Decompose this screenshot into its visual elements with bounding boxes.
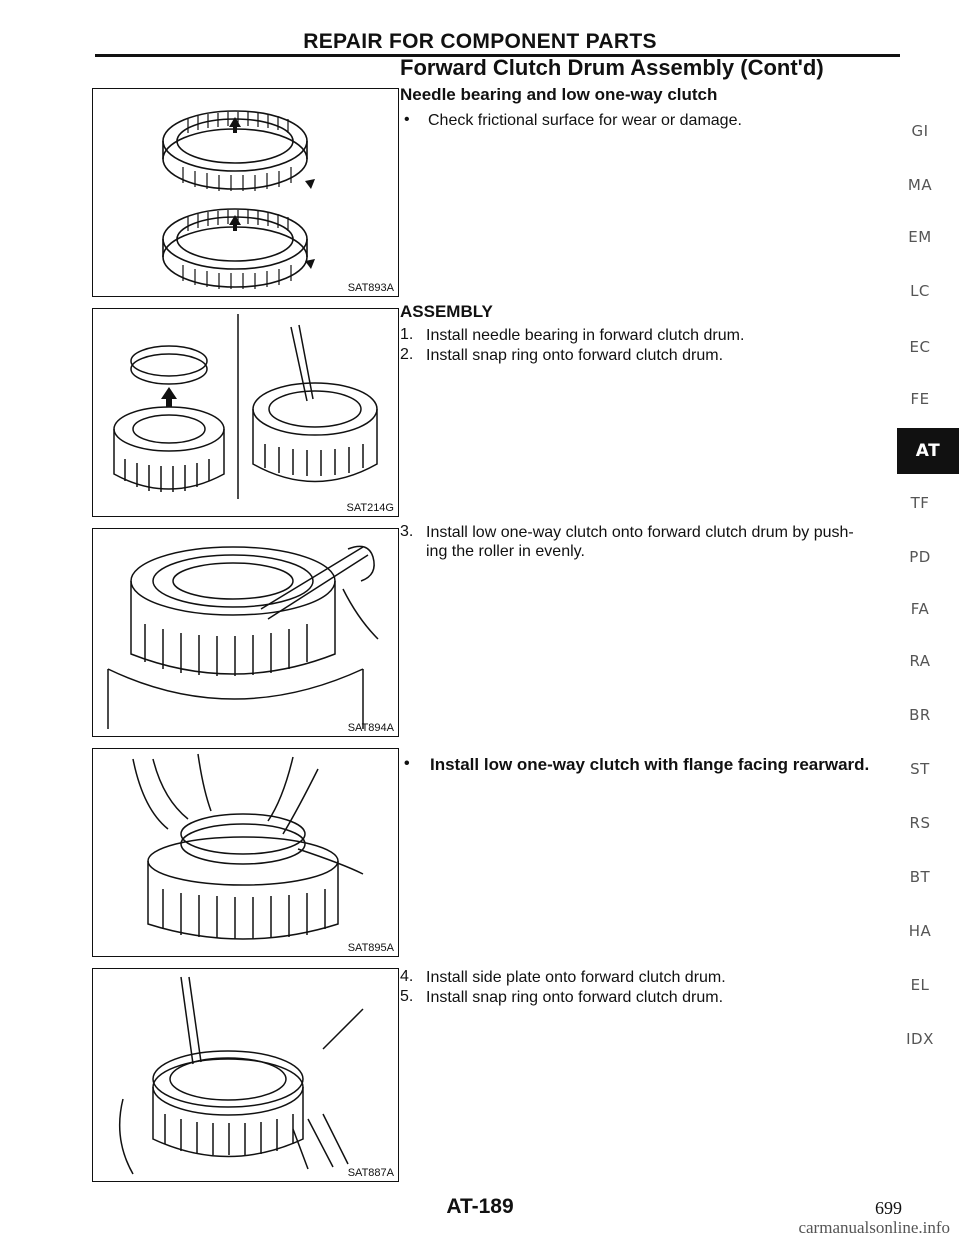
step-2-text: Install snap ring onto forward clutch drum. (426, 347, 724, 364)
watermark-text: carmanualsonline.info (798, 1218, 950, 1237)
step-5-text: Install snap ring onto forward clutch drum. (426, 989, 724, 1006)
figure-code: SAT893A (347, 282, 394, 294)
figure-code: SAT214G (346, 502, 394, 514)
figure-code: SAT895A (347, 942, 394, 954)
figure-code: SAT894A (347, 722, 394, 734)
figure-sat893a (92, 88, 399, 297)
assembly-heading: ASSEMBLY (400, 302, 493, 321)
index-tab-idx[interactable]: IDX (906, 1030, 934, 1048)
figure-sat214g (92, 308, 399, 517)
index-tab-st[interactable]: ST (910, 760, 930, 778)
step-number: 3. (400, 523, 414, 540)
one-way-clutch-install-illustration (93, 529, 398, 736)
index-tab-fe[interactable]: FE (910, 390, 930, 408)
figure-code: SAT887A (347, 1167, 394, 1179)
step-1-text: Install needle bearing in forward clutch drum. (426, 327, 745, 344)
figure-sat894a (92, 528, 399, 737)
index-tab-br[interactable]: BR (909, 706, 931, 724)
step-3-text-line1: Install low one-way clutch onto forward clutch drum by push- (426, 524, 854, 541)
step-number: 4. (400, 968, 414, 985)
index-tab-el[interactable]: EL (910, 976, 930, 994)
index-tab-ma[interactable]: MA (907, 176, 933, 194)
bullet-marker: • (404, 111, 410, 128)
index-tab-bt[interactable]: BT (909, 868, 931, 886)
bullet-marker: • (404, 755, 410, 772)
step-4-text: Install side plate onto forward clutch drum. (426, 969, 726, 986)
section-subheading: Needle bearing and low one-way clutch (400, 85, 718, 104)
step-3-text-line2: ing the roller in evenly. (426, 543, 585, 560)
step-number: 5. (400, 988, 414, 1005)
side-plate-snap-ring-illustration (93, 969, 398, 1181)
index-tab-tf[interactable]: TF (910, 494, 930, 512)
index-tab-ha[interactable]: HA (908, 922, 932, 940)
index-tab-fa[interactable]: FA (910, 600, 930, 618)
index-tab-ec[interactable]: EC (909, 338, 931, 356)
figure-sat895a (92, 748, 399, 957)
page-number: 699 (875, 1198, 902, 1218)
needle-bearing-illustration (93, 89, 398, 296)
index-tab-lc[interactable]: LC (910, 282, 930, 300)
page-id: AT-189 (446, 1195, 514, 1218)
needle-bearing-install-illustration (93, 309, 398, 516)
flange-note: Install low one-way clutch with flange facing rearward. (430, 755, 870, 774)
index-tab-pd[interactable]: PD (909, 548, 931, 566)
step-number: 1. (400, 326, 414, 343)
index-tab-gi[interactable]: GI (911, 122, 929, 140)
index-tab-rs[interactable]: RS (909, 814, 931, 832)
index-tab-at-active[interactable]: AT (897, 428, 959, 474)
check-instruction: Check frictional surface for wear or damage. (428, 112, 742, 129)
page-header-title: REPAIR FOR COMPONENT PARTS (303, 30, 657, 53)
clutch-flange-illustration (93, 749, 398, 956)
step-number: 2. (400, 346, 414, 363)
index-tab-ra[interactable]: RA (909, 652, 931, 670)
figure-sat887a (92, 968, 399, 1182)
section-title: Forward Clutch Drum Assembly (Cont'd) (400, 55, 824, 80)
index-tab-em[interactable]: EM (908, 228, 932, 246)
